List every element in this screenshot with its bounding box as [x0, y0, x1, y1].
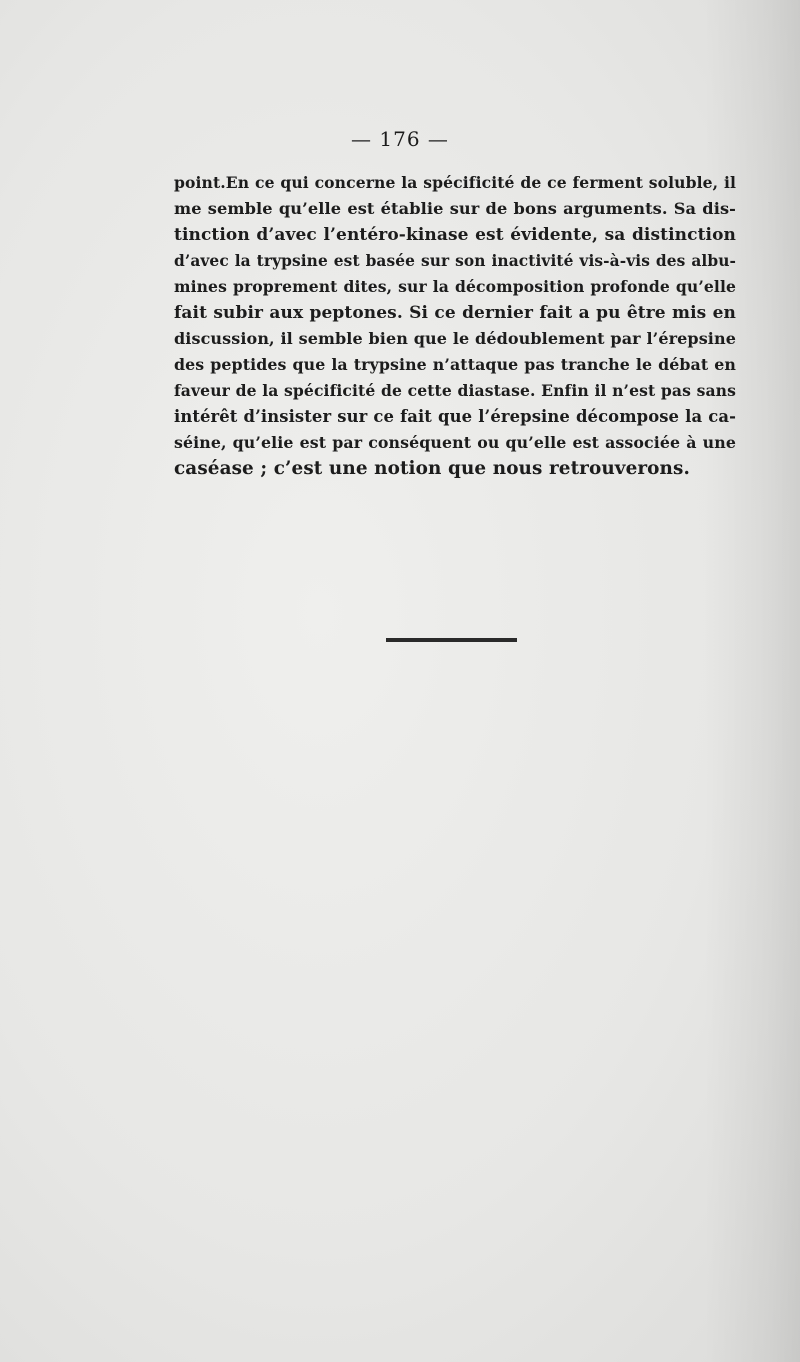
- text-line: point.En ce qui concerne la spécificité de ce ferment soluble, il: [174, 173, 736, 192]
- page-number: — 176 —: [351, 127, 449, 151]
- text-line: fait subir aux peptones. Si ce dernier fait a pu être mis en: [174, 303, 736, 323]
- text-line: séine, qu’elie est par conséquent ou qu’elle est associée à une: [174, 433, 736, 452]
- text-line: des peptides que la trypsine n’attaque pas tranche le débat en: [174, 355, 736, 374]
- text-line: d’avec la trypsine est basée sur son inactivité vis-à-vis des albu-: [174, 252, 736, 270]
- text-line: me semble qu’elle est établie sur de bons arguments. Sa dis-: [174, 199, 736, 218]
- body-paragraph: [174, 170, 736, 482]
- text-line: mines proprement dites, sur la décomposition profonde qu’elle: [174, 277, 736, 296]
- text-line: intérêt d’insister sur ce fait que l’érepsine décompose la ca-: [174, 407, 736, 426]
- text-line: faveur de la spécificité de cette diastase. Enfin il n’est pas sans: [174, 381, 736, 400]
- section-divider-rule: [386, 638, 517, 642]
- text-line: caséase ; c’est une notion que nous retrouverons.: [174, 458, 690, 479]
- text-line: tinction d’avec l’entéro-kinase est évidente, sa distinction: [174, 225, 736, 245]
- text-line: discussion, il semble bien que le dédoublement par l’érepsine: [174, 329, 736, 348]
